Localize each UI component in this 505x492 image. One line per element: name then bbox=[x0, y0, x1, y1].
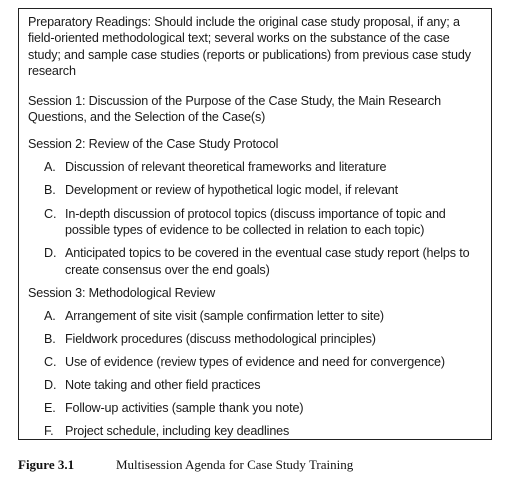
preparatory-readings-label: Preparatory Readings: bbox=[28, 15, 151, 29]
item-text: Follow-up activities (sample thank you note) bbox=[65, 400, 304, 415]
list-item bbox=[28, 182, 483, 198]
list-item bbox=[28, 245, 483, 278]
item-letter: B. bbox=[44, 331, 56, 346]
item-text: Fieldwork procedures (discuss methodological principles) bbox=[65, 331, 376, 346]
item-letter: C. bbox=[44, 354, 57, 369]
item-letter: F. bbox=[44, 423, 54, 438]
session-2-heading bbox=[28, 136, 483, 152]
session-3-heading bbox=[28, 285, 483, 301]
list-item bbox=[28, 377, 483, 393]
session-2-list bbox=[28, 159, 483, 278]
session-2-title: Review of the Case Study Protocol bbox=[85, 137, 279, 152]
item-text: Project schedule, including key deadlines bbox=[65, 423, 290, 438]
list-item bbox=[28, 400, 483, 416]
figure-title: Multisession Agenda for Case Study Training bbox=[116, 457, 354, 472]
item-letter: A. bbox=[44, 308, 56, 323]
item-text: Anticipated topics to be covered in the eventual case study report (helps to create consensus over the end goals) bbox=[65, 246, 470, 277]
session-2 bbox=[28, 136, 483, 278]
session-1 bbox=[28, 93, 483, 126]
session-3-label: Session 3: bbox=[28, 286, 86, 301]
item-letter: D. bbox=[44, 246, 57, 261]
item-text: Discussion of relevant theoretical frameworks and literature bbox=[65, 159, 387, 174]
session-2-label: Session 2: bbox=[28, 137, 86, 152]
list-item bbox=[28, 308, 483, 324]
item-letter: C. bbox=[44, 206, 57, 221]
item-letter: D. bbox=[44, 377, 57, 392]
item-text: Development or review of hypothetical logic model, if relevant bbox=[65, 183, 399, 198]
figure-caption bbox=[18, 457, 353, 473]
list-item bbox=[28, 423, 483, 439]
item-letter: A. bbox=[44, 159, 56, 174]
preparatory-readings-text: Should include the original case study proposal, if any; a field-oriented methodological text; several works on the substance of the case study; and sample case studies (reports or publications) from previous case study research bbox=[28, 15, 471, 79]
session-3-title: Methodological Review bbox=[85, 286, 216, 301]
figure-label: Figure 3.1 bbox=[18, 457, 75, 472]
list-item bbox=[28, 206, 483, 239]
item-text: Arrangement of site visit (sample confirmation letter to site) bbox=[65, 308, 384, 323]
session-3 bbox=[28, 285, 483, 439]
session-1-label: Session 1: bbox=[28, 93, 86, 108]
agenda-box bbox=[18, 8, 492, 440]
session-1-heading bbox=[28, 93, 483, 126]
list-item bbox=[28, 354, 483, 370]
session-1-title: Discussion of the Purpose of the Case Study, the Main Research Questions, and the Selection of the Case(s) bbox=[28, 93, 442, 125]
list-item bbox=[28, 331, 483, 347]
preparatory-readings bbox=[28, 14, 483, 80]
item-letter: B. bbox=[44, 183, 56, 198]
list-item bbox=[28, 159, 483, 175]
item-letter: E. bbox=[44, 400, 56, 415]
session-3-list bbox=[28, 308, 483, 439]
item-text: Note taking and other field practices bbox=[65, 377, 261, 392]
item-text: Use of evidence (review types of evidence and need for convergence) bbox=[65, 354, 445, 369]
item-text: In-depth discussion of protocol topics (discuss importance of topic and possible types of evidence to be collected in relation to each topic) bbox=[65, 206, 446, 238]
